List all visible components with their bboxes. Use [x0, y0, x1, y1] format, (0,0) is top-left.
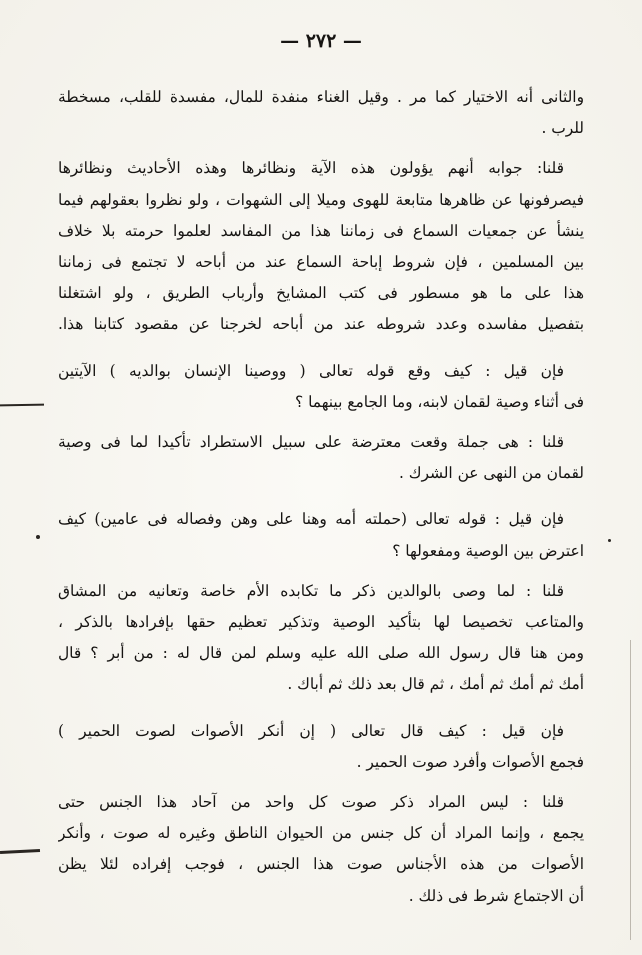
text-line: والثانى أنه الاختيار كما مر . وقيل الغناء منفدة للمال، مفسدة للقلب، مسخطة [58, 88, 584, 106]
margin-speck [608, 539, 611, 542]
text-line: فيصرفونها عن ظاهرها متابعة للهوى وميلا إلى الشهوات ، ولو نظروا بعقولهم فيما [58, 190, 584, 209]
page-body [58, 82, 584, 921]
text-line: لقمان من النهى عن الشرك . [399, 464, 584, 483]
right-edge-scan-line [630, 640, 631, 940]
paragraph [58, 427, 584, 489]
text-line: اعترض بين الوصية ومفعولها ؟ [392, 541, 584, 560]
text-line: والمتاعب تخصيصا لها بتأكيد الوصية وتذكير تعظيم حقها بإفرادها بالذكر ، [58, 613, 584, 632]
text-line: قلنا : هى جملة وقعت معترضة على سبيل الاستطراد تأكيدا لما فى وصية [58, 433, 564, 452]
text-line: فإن قيل : كيف وقع قوله تعالى ( ووصينا الإنسان بوالديه ) الآيتين [58, 361, 564, 380]
left-margin-scan-mark [0, 404, 44, 407]
paragraph [58, 153, 584, 340]
left-margin-scan-mark [0, 849, 40, 854]
paragraph [58, 787, 584, 912]
text-line: فإن قيل : كيف قال تعالى ( إن أنكر الأصوات لصوت الحمير ) [58, 721, 564, 740]
text-line: هذا على ما هو مسطور فى كتب المشايخ وأرباب الطريق ، ولو اشتغلنا [58, 284, 584, 303]
paragraph [58, 576, 584, 701]
text-line: قلنا : لما وصى بالوالدين ذكر ما تكابده الأم خاصة وتعانيه من المشاق [58, 581, 564, 600]
text-line: ينشأ عن جمعيات السماع فى زماننا هذا من المفاسد لعلموا حرمته بلا خلاف [58, 221, 584, 240]
margin-speck [36, 535, 40, 539]
text-line: الأصوات من هذه الأجناس صوت هذا الجنس ، فوجب إفراده لئلا يظن [58, 855, 584, 874]
text-line: فجمع الأصوات وأفرد صوت الحمير . [356, 752, 584, 771]
text-line: قلنا: جوابه أنهم يؤولون هذه الآية ونظائرها وهذه الأحاديث ونظائرها [58, 159, 564, 178]
paragraph [58, 504, 584, 566]
text-line: أن الاجتماع شرط فى ذلك . [408, 886, 584, 905]
text-line: قلنا : ليس المراد ذكر صوت كل واحد من آحاد هذا الجنس حتى [58, 793, 564, 812]
text-line: فإن قيل : قوله تعالى (حملته أمه وهنا على وهن وفصاله فى عامين) كيف [58, 510, 564, 529]
text-line: ومن هنا قال رسول الله صلى الله عليه وسلم لمن قال له : من أبر ؟ قال [58, 644, 584, 663]
text-line: فى أثناء وصية لقمان لابنه، وما الجامع بينهما ؟ [295, 392, 584, 411]
paragraph [58, 82, 584, 144]
text-line: بتفصيل مفاسده وعدد شروطه عند من أباحه لخرجنا عن مقصود كتابنا هذا. [58, 315, 584, 334]
text-line: للرب . [541, 119, 584, 138]
text-line: بين المسلمين ، فإن شروط إباحة السماع عند من أباحه لا تجتمع فى زماننا [58, 253, 584, 272]
text-line: يجمع ، وإنما المراد أن كل جنس من الحيوان الناطق وغيره له صوت ، وأنكر [58, 824, 584, 843]
page-number: — ٢٧٢ — [280, 30, 362, 52]
paragraph [58, 716, 584, 778]
text-line: أمك ثم أمك ثم أمك ، ثم قال بعد ذلك ثم أباك . [287, 675, 584, 694]
paragraph [58, 356, 584, 418]
